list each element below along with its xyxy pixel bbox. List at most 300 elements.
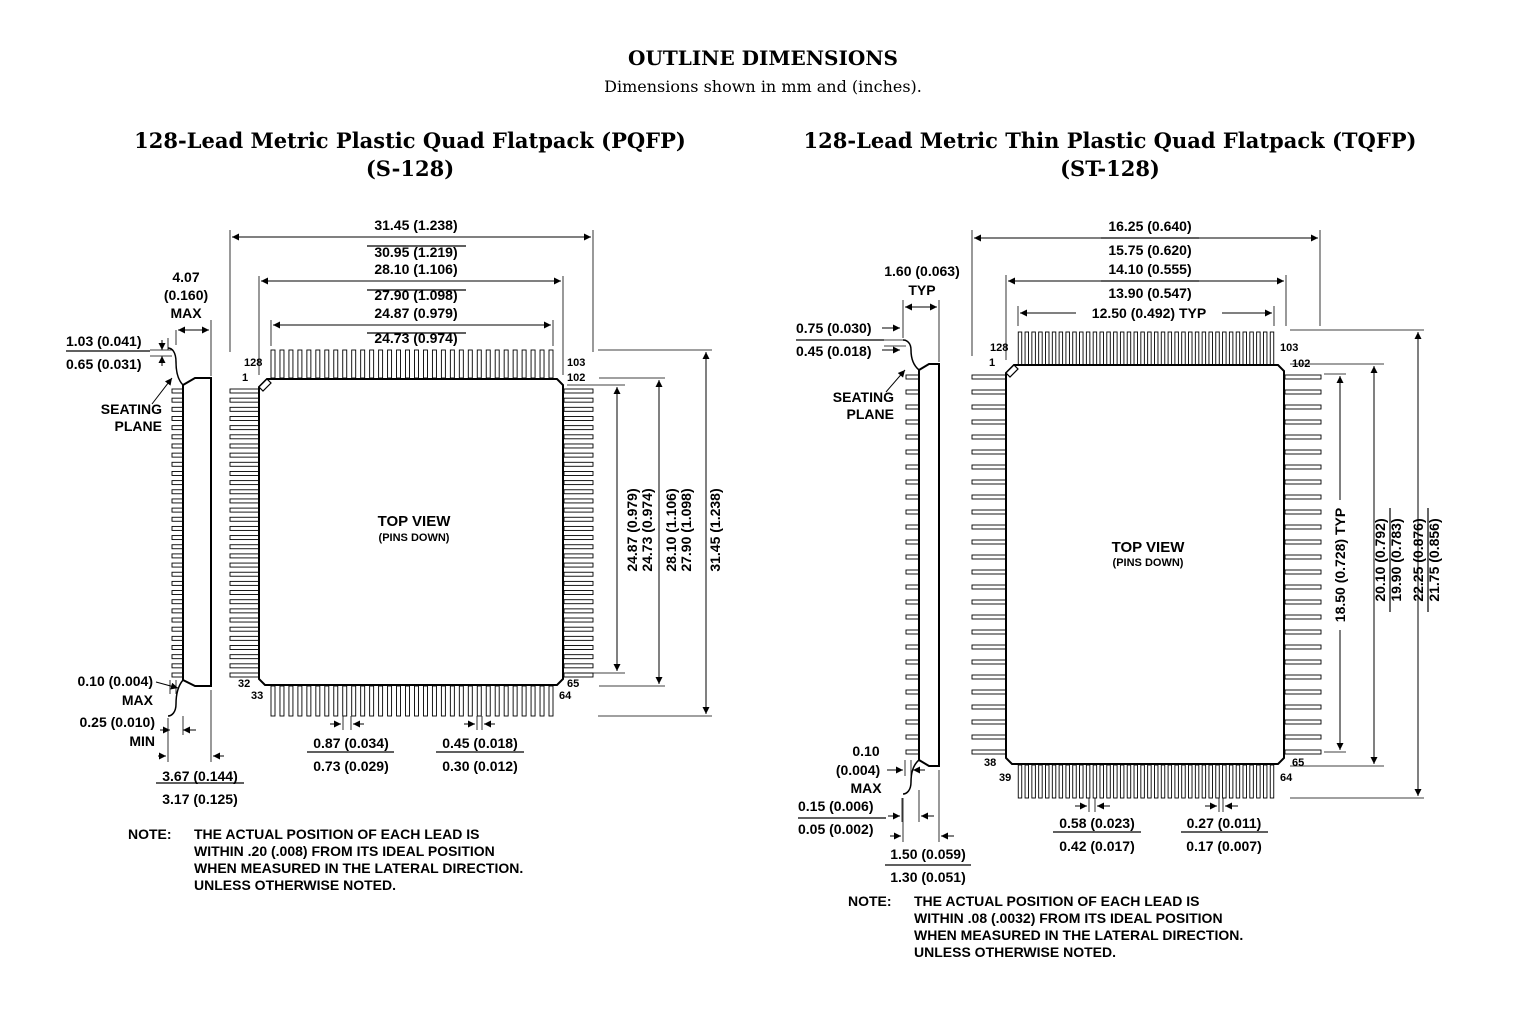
- pqfp-pin: [486, 350, 490, 378]
- tqfp-side-lead: [906, 615, 919, 619]
- pqfp-pin: [477, 350, 481, 378]
- pqfp-pin: [564, 627, 593, 631]
- pqfp-pins-top: [271, 350, 553, 378]
- tqfp-pin: [972, 735, 1006, 739]
- tqfp-pin: [972, 540, 1006, 544]
- tqfp-copl-b: (0.004): [835, 762, 881, 778]
- pqfp-side-lead: [172, 673, 183, 677]
- pqfp-side-lead-top: [168, 348, 183, 385]
- pqfp-pin: [522, 686, 526, 716]
- tqfp-pin: [972, 435, 1006, 439]
- pqfp-pin: [414, 686, 418, 716]
- pqfp-pin: [370, 350, 374, 378]
- tqfp-pin: [1148, 765, 1152, 798]
- pqfp-pin: [230, 664, 259, 668]
- pqfp-pin: [432, 350, 436, 378]
- pqfp-pin: [564, 462, 593, 466]
- tqfp-pin: [1250, 765, 1254, 798]
- pqfp-pin: [564, 563, 593, 567]
- pqfp-pin: [564, 389, 593, 393]
- tqfp-side-lead: [906, 720, 919, 724]
- tqfp-pin: [972, 585, 1006, 589]
- pqfp-pin: [230, 636, 259, 640]
- pqfp-pin: [307, 350, 311, 378]
- tqfp-pin: [1045, 765, 1049, 798]
- pqfp-side-lead: [172, 572, 183, 576]
- pqfp-side-lead: [172, 627, 183, 631]
- pqfp-pin: [361, 350, 365, 378]
- pqfp-pin: [549, 686, 553, 716]
- tqfp-pin: [1161, 765, 1165, 798]
- pqfp-pin: [504, 686, 508, 716]
- tqfp-pin: [1086, 332, 1090, 365]
- tqfp-pin: [1285, 465, 1321, 469]
- pqfp-pin-1: 1: [242, 372, 249, 384]
- pqfp-v-body-max: 28.10 (1.106): [663, 488, 679, 572]
- tqfp-pin: [1148, 332, 1152, 365]
- tqfp-pin: [1168, 765, 1172, 798]
- tqfp-pin: [972, 705, 1006, 709]
- tqfp-side-body: [919, 364, 939, 766]
- tqfp-pin: [1182, 765, 1186, 798]
- pqfp-copl-a: 0.10 (0.004): [77, 673, 153, 689]
- pqfp-pin: [289, 350, 293, 378]
- tqfp-pin: [1285, 750, 1321, 754]
- pqfp-pin: [564, 499, 593, 503]
- pqfp-pin: [307, 686, 311, 716]
- tqfp-pin: [1216, 765, 1220, 798]
- pqfp-pin: [325, 350, 329, 378]
- pqfp-pin: [406, 350, 410, 378]
- tqfp-pin: [1195, 765, 1199, 798]
- pqfp-pin-102: 102: [567, 372, 586, 384]
- tqfp-pin: [1032, 765, 1036, 798]
- tqfp-pin: [1045, 332, 1049, 365]
- tqfp-pin: [1236, 332, 1240, 365]
- tqfp-pin: [1285, 540, 1321, 544]
- tqfp-pin: [1223, 765, 1227, 798]
- tqfp-pin: [1052, 765, 1056, 798]
- tqfp-note-label: NOTE:: [848, 893, 892, 909]
- tqfp-pin: [1039, 332, 1043, 365]
- tqfp-pin: [1080, 765, 1084, 798]
- tqfp-pin: [972, 630, 1006, 634]
- pqfp-pin: [564, 526, 593, 530]
- tqfp-pin: [1134, 332, 1138, 365]
- tqfp-pin: [972, 480, 1006, 484]
- pqfp-pin: [564, 517, 593, 521]
- tqfp-pin: [1189, 765, 1193, 798]
- pqfp-pin: [230, 453, 259, 457]
- pqfp-pitch-max: 0.87 (0.034): [313, 735, 389, 751]
- pqfp-side-lead: [172, 517, 183, 521]
- tqfp-height-a: 1.60 (0.063): [884, 263, 960, 279]
- pqfp-pin: [316, 350, 320, 378]
- tqfp-pin: [1285, 660, 1321, 664]
- pqfp-seating-1: SEATING: [100, 401, 162, 417]
- pqfp-note-line: UNLESS OTHERWISE NOTED.: [194, 877, 396, 893]
- pqfp-pin: [230, 600, 259, 604]
- tqfp-pin: [972, 720, 1006, 724]
- pqfp-pin: [230, 416, 259, 420]
- tqfp-pin-103: 103: [1280, 342, 1299, 354]
- pqfp-pin: [352, 350, 356, 378]
- pqfp-pin-33: 33: [251, 690, 264, 702]
- pqfp-side-lead: [172, 499, 183, 503]
- tqfp-lead-span-typ: 12.50 (0.492) TYP: [1091, 305, 1207, 321]
- pqfp-foot-max: 3.67 (0.144): [162, 768, 238, 784]
- pqfp-pin: [486, 686, 490, 716]
- pqfp-note-line: WHEN MEASURED IN THE LATERAL DIRECTION.: [194, 860, 524, 876]
- tqfp-pin: [1243, 765, 1247, 798]
- pqfp-pin: [271, 350, 275, 378]
- tqfp-pin: [972, 420, 1006, 424]
- pqfp-pins-right: [564, 389, 593, 677]
- pqfp-pin: [230, 581, 259, 585]
- pqfp-pin: [230, 545, 259, 549]
- tqfp-pin: [1285, 525, 1321, 529]
- pqfp-pin: [397, 686, 401, 716]
- pqfp-side-lead: [172, 600, 183, 604]
- tqfp-pin: [1285, 645, 1321, 649]
- pqfp-pin-32: 32: [238, 678, 251, 690]
- pqfp-overall-width-max: 31.45 (1.238): [374, 217, 458, 233]
- tqfp-pin: [1257, 332, 1261, 365]
- tqfp-pin: [1285, 675, 1321, 679]
- tqfp-side-lead: [906, 420, 919, 424]
- tqfp-side-leads: [906, 375, 919, 754]
- tqfp-pin-64: 64: [1280, 772, 1293, 784]
- tqfp-pin: [1285, 705, 1321, 709]
- pqfp-pin: [230, 536, 259, 540]
- tqfp-pin-1: 1: [989, 357, 996, 369]
- pqfp-pin: [230, 407, 259, 411]
- pqfp-v-body-min: 27.90 (1.098): [678, 488, 694, 572]
- tqfp-pin: [1216, 332, 1220, 365]
- tqfp-pin: [972, 675, 1006, 679]
- tqfp-side-lead: [906, 705, 919, 709]
- pqfp-pin: [423, 686, 427, 716]
- tqfp-pin: [1127, 332, 1131, 365]
- tqfp-v-lead-span-typ: 18.50 (0.728) TYP: [1332, 507, 1348, 623]
- tqfp-pin: [1285, 690, 1321, 694]
- pqfp-pin: [230, 572, 259, 576]
- tqfp-pitch-min: 0.42 (0.017): [1059, 838, 1135, 854]
- tqfp-v-body-max: 20.10 (0.792): [1372, 518, 1388, 602]
- pqfp-pin: [540, 686, 544, 716]
- pqfp-pin: [370, 686, 374, 716]
- pqfp-side-lead: [172, 398, 183, 402]
- pqfp-pin: [564, 646, 593, 650]
- pqfp-pin: [230, 563, 259, 567]
- pqfp-side-lead: [172, 581, 183, 585]
- pqfp-standoff-max: 1.03 (0.041): [66, 333, 142, 349]
- pqfp-pin: [289, 686, 293, 716]
- pqfp-pin: [343, 686, 347, 716]
- pqfp-pin: [230, 526, 259, 530]
- pqfp-pin-128: 128: [244, 357, 263, 369]
- pqfp-side-lead: [172, 609, 183, 613]
- tqfp-pins-left: [972, 375, 1006, 754]
- tqfp-pin: [1086, 765, 1090, 798]
- tqfp-note-line: UNLESS OTHERWISE NOTED.: [914, 944, 1116, 960]
- pqfp-side-lead: [172, 407, 183, 411]
- pqfp-pin: [564, 545, 593, 549]
- tqfp-pin: [1285, 435, 1321, 439]
- tqfp-side-lead: [906, 660, 919, 664]
- tqfp-pin: [1209, 332, 1213, 365]
- tqfp-pin: [1285, 405, 1321, 409]
- tqfp-lead-t-min: 0.05 (0.002): [798, 821, 874, 837]
- tqfp-pin: [1189, 332, 1193, 365]
- pqfp-side-lead: [172, 444, 183, 448]
- tqfp-pin: [1120, 765, 1124, 798]
- pqfp-pin: [495, 350, 499, 378]
- tqfp-standoff-max: 0.75 (0.030): [796, 320, 872, 336]
- pqfp-pin: [230, 618, 259, 622]
- tqfp-pin: [1175, 332, 1179, 365]
- tqfp-pin: [1263, 332, 1267, 365]
- pqfp-side-lead: [172, 646, 183, 650]
- tqfp-pin-128: 128: [990, 342, 1009, 354]
- pqfp-seating-2: PLANE: [114, 418, 162, 434]
- pqfp-side-lead: [172, 591, 183, 595]
- pqfp-pin: [531, 350, 535, 378]
- tqfp-v-overall-min: 21.75 (0.856): [1426, 518, 1442, 602]
- pqfp-leadw-max: 0.45 (0.018): [442, 735, 518, 751]
- tqfp-pin: [1195, 332, 1199, 365]
- tqfp-side-lead: [906, 585, 919, 589]
- tqfp-side-lead: [906, 435, 919, 439]
- tqfp-pin: [972, 615, 1006, 619]
- tqfp-title-line1: 128-Lead Metric Thin Plastic Quad Flatpack (TQFP): [803, 128, 1417, 153]
- tqfp-side-lead: [906, 480, 919, 484]
- tqfp-seating-1: SEATING: [832, 389, 894, 405]
- pqfp-pin: [230, 517, 259, 521]
- pqfp-pin: [230, 609, 259, 613]
- pqfp-pin: [564, 398, 593, 402]
- pqfp-note-line: WITHIN .20 (.008) FROM ITS IDEAL POSITION: [194, 843, 495, 859]
- pqfp-pin: [564, 481, 593, 485]
- tqfp-pin: [1202, 332, 1206, 365]
- tqfp-body-width-max: 14.10 (0.555): [1108, 261, 1192, 277]
- tqfp-pin: [1229, 332, 1233, 365]
- pqfp-pin: [468, 686, 472, 716]
- tqfp-side-lead: [906, 555, 919, 559]
- pqfp-pin: [230, 444, 259, 448]
- pqfp-pin: [230, 426, 259, 430]
- tqfp-pin: [1270, 332, 1274, 365]
- tqfp-pin: [1229, 765, 1233, 798]
- tqfp-pin: [1100, 332, 1104, 365]
- tqfp-pin: [1182, 332, 1186, 365]
- pqfp-pin: [564, 609, 593, 613]
- pqfp-side-lead: [172, 536, 183, 540]
- pqfp-title-line1: 128-Lead Metric Plastic Quad Flatpack (PQFP): [134, 128, 686, 153]
- tqfp-pin: [1059, 332, 1063, 365]
- tqfp-pin: [1243, 332, 1247, 365]
- tqfp-pin: [1093, 332, 1097, 365]
- pqfp-pin: [564, 453, 593, 457]
- pqfp-pin: [564, 572, 593, 576]
- pqfp-pin: [414, 350, 418, 378]
- pqfp-pin: [459, 350, 463, 378]
- pqfp-pin: [564, 636, 593, 640]
- tqfp-copl-c: MAX: [850, 780, 882, 796]
- pqfp-pin: [504, 350, 508, 378]
- tqfp-foot-min: 1.30 (0.051): [890, 869, 966, 885]
- pqfp-lead-span-max: 24.87 (0.979): [374, 305, 458, 321]
- tqfp-pin: [1141, 332, 1145, 365]
- tqfp-pin: [1039, 765, 1043, 798]
- tqfp-pin: [1025, 765, 1029, 798]
- tqfp-leadw-max: 0.27 (0.011): [1186, 815, 1262, 831]
- pqfp-pin: [230, 554, 259, 558]
- pqfp-lead-t-a: 0.25 (0.010): [79, 714, 155, 730]
- pqfp-pin: [441, 686, 445, 716]
- pqfp-pin: [564, 426, 593, 430]
- pqfp-pin: [230, 435, 259, 439]
- pqfp-v-lead-span-max: 24.87 (0.979): [624, 488, 640, 572]
- pqfp-pin: [230, 673, 259, 677]
- tqfp-overall-width-max: 16.25 (0.640): [1108, 218, 1192, 234]
- tqfp-height-b: TYP: [908, 282, 936, 298]
- tqfp-note-line: WHEN MEASURED IN THE LATERAL DIRECTION.: [914, 927, 1244, 943]
- tqfp-pin: [1134, 765, 1138, 798]
- pqfp-side-lead: [172, 389, 183, 393]
- pqfp-pin: [459, 686, 463, 716]
- tqfp-pin: [1066, 332, 1070, 365]
- tqfp-note-line: THE ACTUAL POSITION OF EACH LEAD IS: [914, 893, 1200, 909]
- tqfp-labels: [796, 218, 1442, 885]
- pqfp-side-lead: [172, 481, 183, 485]
- pqfp-pin: [230, 471, 259, 475]
- tqfp-pin: [1025, 332, 1029, 365]
- pqfp-pin: [388, 686, 392, 716]
- pqfp-pin: [379, 350, 383, 378]
- page-subtitle: Dimensions shown in mm and (inches).: [604, 77, 922, 96]
- tqfp-pin: [1141, 765, 1145, 798]
- tqfp-pin: [1285, 600, 1321, 604]
- tqfp-pitch-max: 0.58 (0.023): [1059, 815, 1135, 831]
- pqfp-side-leads: [172, 389, 183, 677]
- tqfp-pin: [972, 645, 1006, 649]
- tqfp-pin: [1263, 765, 1267, 798]
- pqfp-overall-width-min: 30.95 (1.219): [374, 244, 458, 260]
- tqfp-pin: [1161, 332, 1165, 365]
- pqfp-pin: [343, 350, 347, 378]
- tqfp-pin: [972, 600, 1006, 604]
- tqfp-pin: [972, 750, 1006, 754]
- tqfp-body-width-min: 13.90 (0.547): [1108, 285, 1192, 301]
- tqfp-pin: [1285, 480, 1321, 484]
- pqfp-pins-left: [230, 389, 259, 677]
- tqfp-pin: [972, 555, 1006, 559]
- pqfp-pin: [280, 686, 284, 716]
- tqfp-standoff-min: 0.45 (0.018): [796, 343, 872, 359]
- tqfp-pin: [1285, 420, 1321, 424]
- pqfp-pin: [230, 591, 259, 595]
- tqfp-pin: [1073, 332, 1077, 365]
- tqfp-pin: [1107, 332, 1111, 365]
- tqfp-side-lead: [906, 570, 919, 574]
- pqfp-pin-64: 64: [559, 690, 572, 702]
- pqfp-side-lead: [172, 636, 183, 640]
- tqfp-pin: [1120, 332, 1124, 365]
- tqfp-pin: [1080, 332, 1084, 365]
- pqfp-pin: [230, 508, 259, 512]
- tqfp-side-lead-top: [903, 340, 919, 370]
- tqfp-pin: [972, 390, 1006, 394]
- tqfp-pin: [1285, 570, 1321, 574]
- pqfp-pins-bottom: [271, 686, 553, 716]
- pqfp-side-lead: [172, 545, 183, 549]
- tqfp-v-body-min: 19.90 (0.783): [1388, 518, 1404, 602]
- tqfp-pin-39: 39: [999, 772, 1012, 784]
- tqfp-pin: [1114, 332, 1118, 365]
- pqfp-side-lead: [172, 462, 183, 466]
- tqfp-pin: [1168, 332, 1172, 365]
- tqfp-pin: [1059, 765, 1063, 798]
- pqfp-pin: [549, 350, 553, 378]
- pqfp-side-lead: [172, 664, 183, 668]
- pqfp-pins-down: (PINS DOWN): [378, 532, 450, 544]
- pqfp-pin: [280, 350, 284, 378]
- pqfp-pin: [564, 655, 593, 659]
- pqfp-pin: [230, 655, 259, 659]
- tqfp-seating-2: PLANE: [846, 406, 894, 422]
- pqfp-body-width-max: 28.10 (1.106): [374, 261, 458, 277]
- pqfp-side-lead: [172, 655, 183, 659]
- pqfp-pin: [450, 350, 454, 378]
- tqfp-side-lead: [906, 510, 919, 514]
- page-title: OUTLINE DIMENSIONS: [628, 46, 898, 70]
- tqfp-pin: [1107, 765, 1111, 798]
- pqfp-pin: [522, 350, 526, 378]
- tqfp-pins-top: [1018, 332, 1274, 365]
- pqfp-lead-t-b: MIN: [129, 733, 155, 749]
- pqfp-foot-min: 3.17 (0.125): [162, 791, 238, 807]
- tqfp-pin: [1018, 332, 1022, 365]
- tqfp-pin: [972, 510, 1006, 514]
- tqfp-pin: [1127, 765, 1131, 798]
- pqfp-pin: [564, 490, 593, 494]
- tqfp-pin: [972, 465, 1006, 469]
- tqfp-pin-65: 65: [1292, 757, 1305, 769]
- tqfp-side-lead: [906, 465, 919, 469]
- pqfp-v-overall-max: 31.45 (1.238): [707, 488, 723, 572]
- pqfp-pin: [432, 686, 436, 716]
- tqfp-foot-max: 1.50 (0.059): [890, 846, 966, 862]
- pqfp-top-view: TOP VIEW: [377, 513, 451, 530]
- tqfp-pin: [1202, 765, 1206, 798]
- tqfp-pin: [1285, 630, 1321, 634]
- tqfp-lead-t-max: 0.15 (0.006): [798, 798, 874, 814]
- tqfp-pins-right: [1285, 375, 1321, 754]
- tqfp-pin: [1175, 765, 1179, 798]
- pqfp-pin: [468, 350, 472, 378]
- tqfp-side-lead: [906, 630, 919, 634]
- tqfp-pin: [1100, 765, 1104, 798]
- tqfp-side-lead: [906, 675, 919, 679]
- pqfp-pin: [495, 686, 499, 716]
- pqfp-pin-103: 103: [567, 357, 586, 369]
- pqfp-pin-65: 65: [567, 678, 580, 690]
- tqfp-pin: [1154, 765, 1158, 798]
- pqfp-pin: [564, 581, 593, 585]
- pqfp-pin: [230, 499, 259, 503]
- pqfp-note-label: NOTE:: [128, 826, 172, 842]
